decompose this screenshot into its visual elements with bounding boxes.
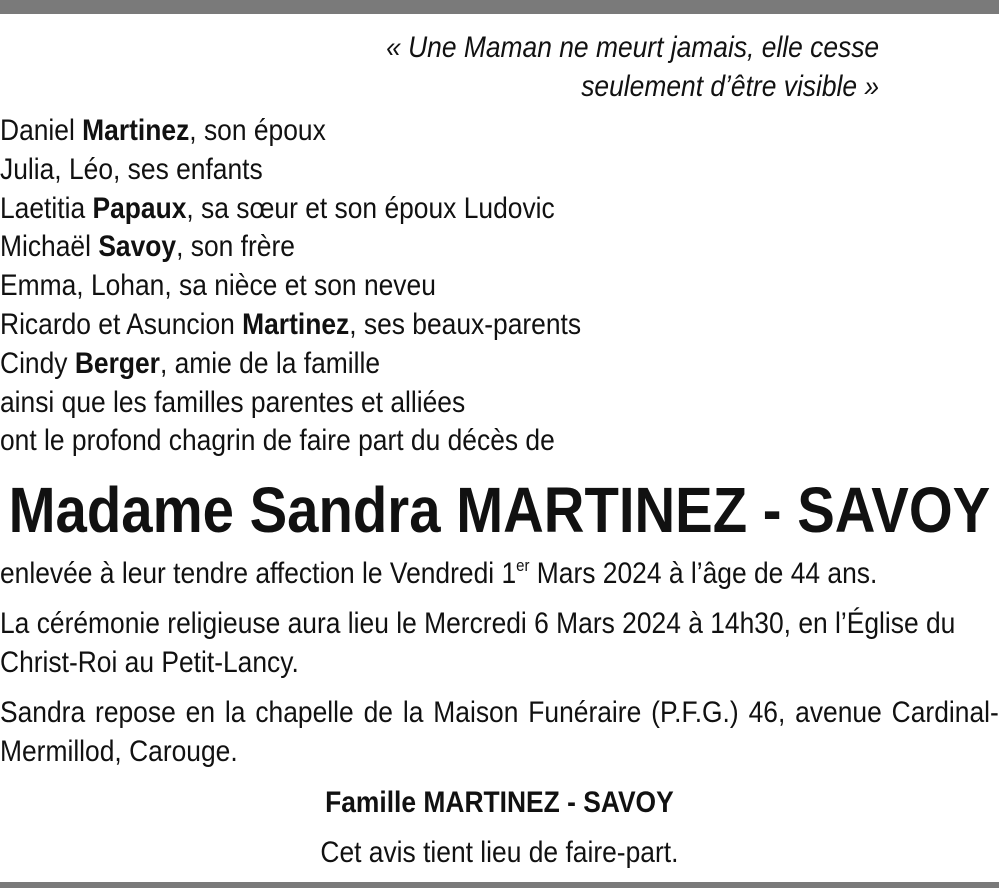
quote-line-2: seulement d’être visible »	[581, 70, 880, 103]
ceremony-info: La cérémonie religieuse aura lieu le Mercredi 6 Mars 2024 à 14h30, en l’Église du Christ-Roi au Petit-Lancy.	[0, 607, 956, 679]
family-line: Cindy Berger, amie de la famille	[0, 346, 381, 380]
death-announcement: enlevée à leur tendre affection le Vendredi 1er Mars 2024 à l’âge de 44 ans.	[0, 556, 878, 590]
bottom-border-bar	[0, 882, 999, 888]
epigraph-quote	[0, 28, 879, 106]
family-line: Michaël Savoy, son frère	[0, 230, 295, 264]
family-signature: Famille MARTINEZ - SAVOY	[325, 786, 674, 819]
deceased-name: Madame Sandra MARTINEZ - SAVOY	[8, 474, 991, 546]
family-line: Emma, Lohan, sa nièce et son neveu	[0, 269, 436, 303]
family-line: Julia, Léo, ses enfants	[0, 152, 263, 186]
closing-note: Cet avis tient lieu de faire-part.	[320, 836, 679, 869]
family-list	[0, 112, 581, 461]
family-line: Ricardo et Asuncion Martinez, ses beaux-parents	[0, 307, 582, 341]
family-line: Laetitia Papaux, sa sœur et son époux Ludovic	[0, 191, 555, 225]
family-line: ont le profond chagrin de faire part du décès de	[0, 424, 555, 458]
family-line: ainsi que les familles parentes et alliées	[0, 385, 466, 419]
quote-line-1: « Une Maman ne meurt jamais, elle cesse	[386, 31, 880, 64]
resting-place-info: Sandra repose en la chapelle de la Maison Funéraire (P.F.G.) 46, avenue Cardinal-Mermillod, Carouge.	[0, 696, 999, 768]
family-line: Daniel Martinez, son époux	[0, 114, 326, 147]
